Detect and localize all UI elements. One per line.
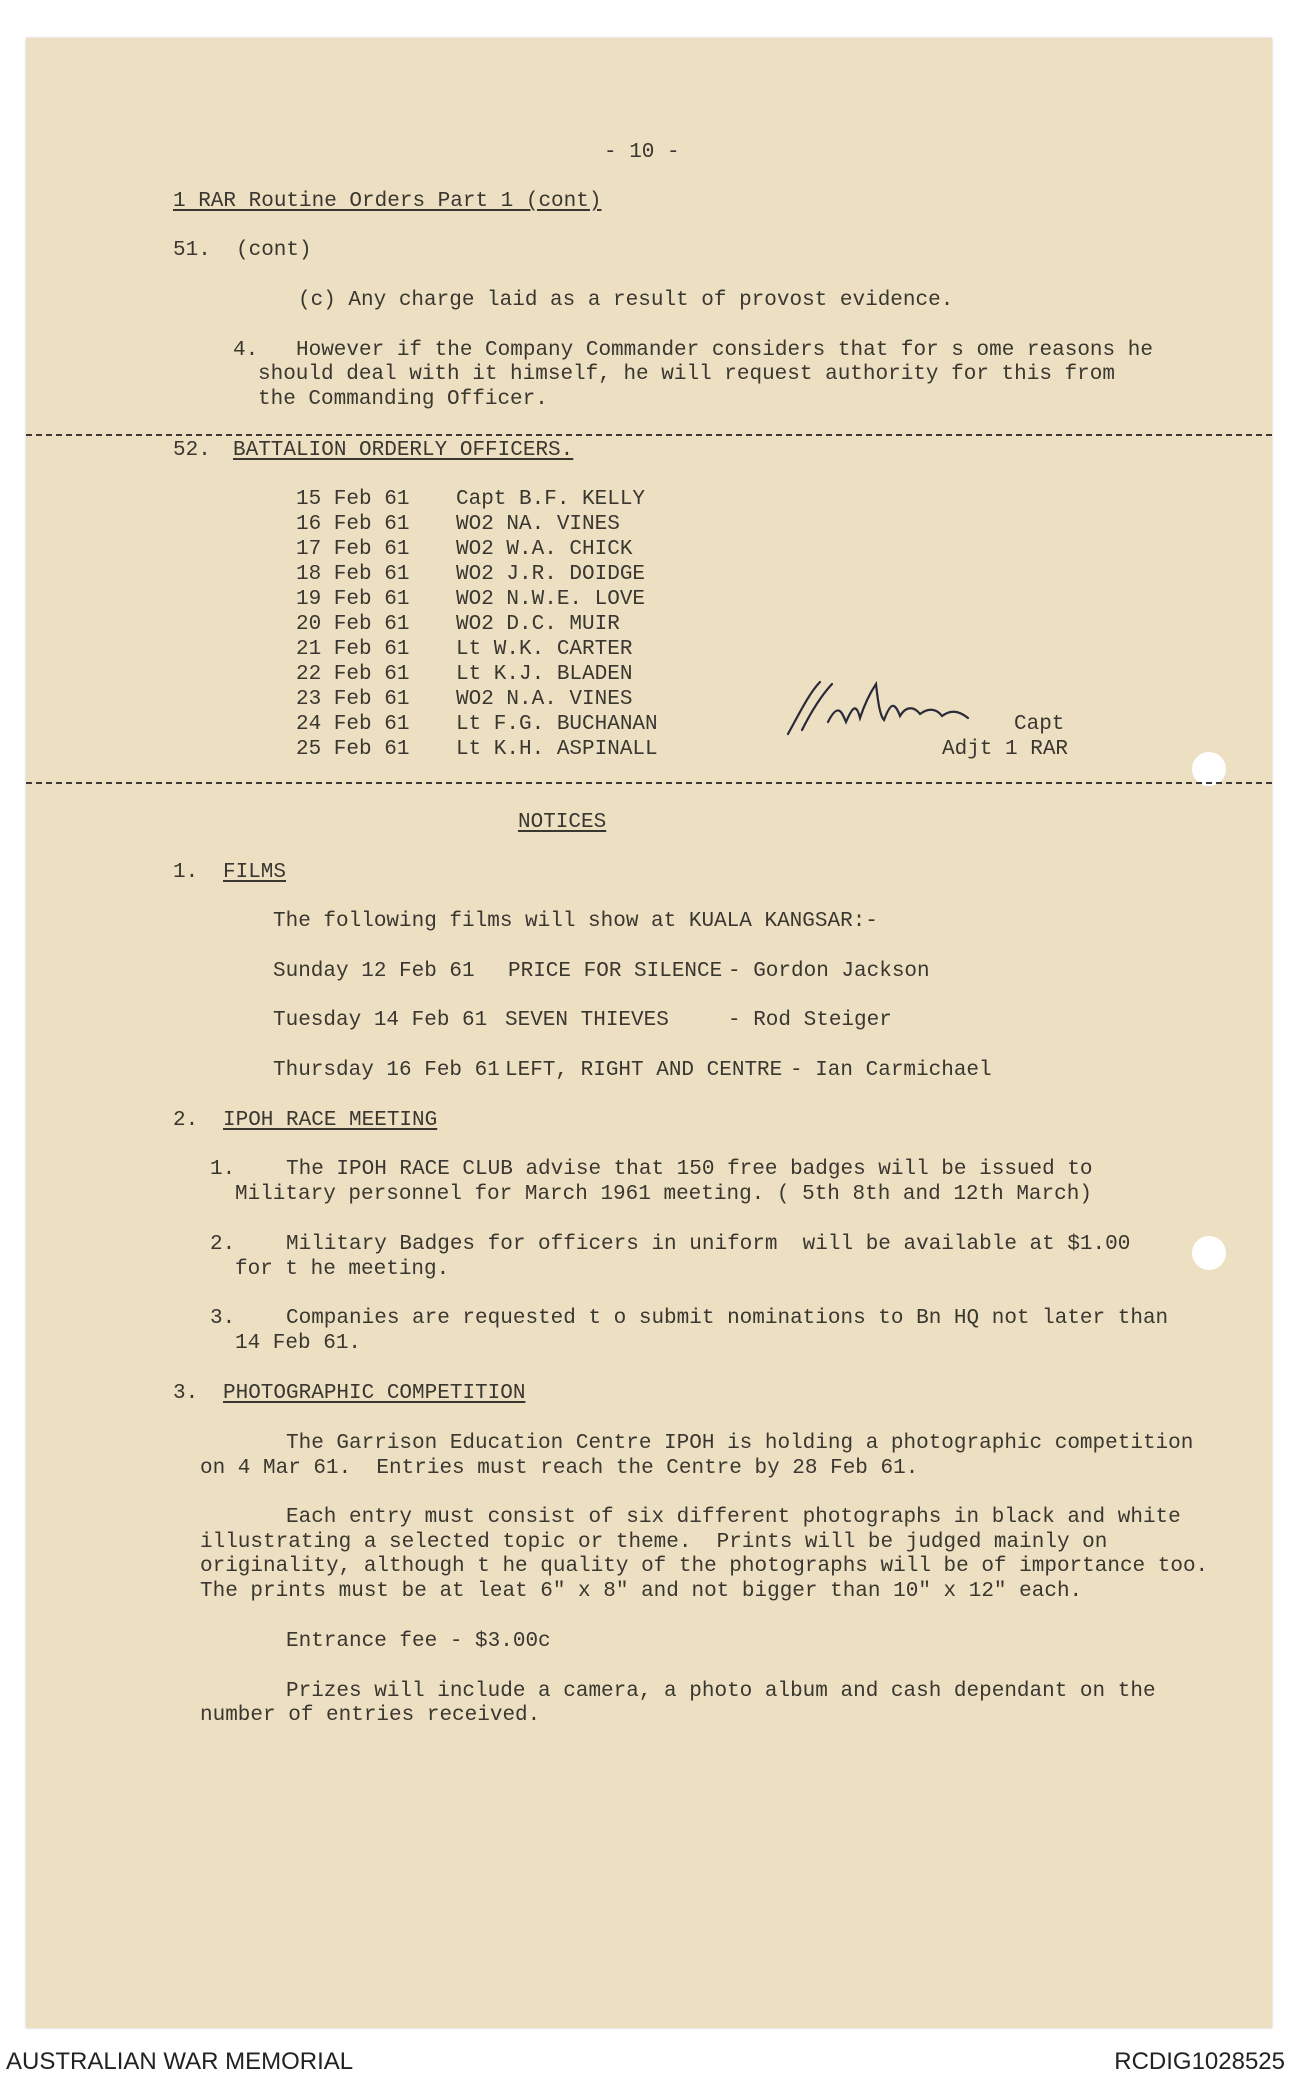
race-para-3-number: 3.	[210, 1307, 236, 1330]
roster-date: 22 Feb 61	[296, 663, 410, 686]
photo-para-2-line-1: Each entry must consist of six different photographs in black and white	[286, 1506, 1181, 1529]
handwritten-signature	[780, 672, 1030, 742]
photo-para-2-line-3: originality, although t he quality of the photographs will be of importance too.	[200, 1555, 1209, 1578]
roster-date: 16 Feb 61	[296, 513, 410, 536]
roster-officer: Lt K.H. ASPINALL	[456, 738, 658, 761]
page-number: - 10 -	[604, 141, 680, 164]
race-para-1-line-1: The IPOH RACE CLUB advise that 150 free badges will be issued to	[286, 1158, 1093, 1181]
punch-hole-top	[1192, 752, 1226, 786]
film-star: - Rod Steiger	[728, 1009, 892, 1032]
photo-para-3-line-2: number of entries received.	[200, 1704, 541, 1727]
notice-3-number: 3.	[173, 1382, 199, 1405]
section-divider-2	[26, 782, 1272, 784]
roster-date: 18 Feb 61	[296, 563, 410, 586]
race-para-3-line-1: Companies are requested t o submit nominations to Bn HQ not later than	[286, 1307, 1169, 1330]
section-divider-1	[26, 434, 1272, 436]
order-52-number: 52.	[173, 439, 211, 462]
order-51-label: (cont)	[236, 239, 312, 262]
notices-title: NOTICES	[518, 811, 607, 834]
notice-2-title: IPOH RACE MEETING	[223, 1109, 438, 1132]
roster-officer: WO2 N.A. VINES	[456, 688, 633, 711]
roster-officer: WO2 W.A. CHICK	[456, 538, 633, 561]
signature-rank: Capt	[1014, 713, 1065, 736]
film-star: - Gordon Jackson	[728, 960, 930, 983]
roster-officer: WO2 NA. VINES	[456, 513, 620, 536]
film-day: Tuesday 14 Feb 61	[273, 1009, 488, 1032]
footer-id: RCDIG1028525	[1114, 2048, 1285, 2075]
roster-date: 15 Feb 61	[296, 488, 410, 511]
roster-officer: Capt B.F. KELLY	[456, 488, 646, 511]
document-heading: 1 RAR Routine Orders Part 1 (cont)	[173, 190, 602, 213]
roster-date: 24 Feb 61	[296, 713, 410, 736]
notice-2-number: 2.	[173, 1109, 199, 1132]
photo-para-1-line-1: The Garrison Education Centre IPOH is holding a photographic competition	[286, 1432, 1194, 1455]
roster-date: 20 Feb 61	[296, 613, 410, 636]
race-para-2-number: 2.	[210, 1233, 236, 1256]
roster-officer: Lt F.G. BUCHANAN	[456, 713, 658, 736]
footer-source: AUSTRALIAN WAR MEMORIAL	[6, 2048, 354, 2075]
films-intro: The following films will show at KUALA KANGSAR:-	[273, 910, 878, 933]
race-para-1-line-2: Military personnel for March 1961 meeting. ( 5th 8th and 12th March)	[235, 1183, 1092, 1206]
roster-officer: WO2 D.C. MUIR	[456, 613, 620, 636]
film-title: LEFT, RIGHT AND CENTRE	[505, 1059, 783, 1082]
roster-date: 23 Feb 61	[296, 688, 410, 711]
film-title: SEVEN THIEVES	[505, 1009, 669, 1032]
roster-date: 25 Feb 61	[296, 738, 410, 761]
film-star: - Ian Carmichael	[790, 1059, 992, 1082]
order-51-para-4-line-3: the Commanding Officer.	[258, 388, 548, 411]
roster-date: 17 Feb 61	[296, 538, 410, 561]
photo-para-1-line-2: on 4 Mar 61. Entries must reach the Centre by 28 Feb 61.	[200, 1457, 919, 1480]
order-51-para-4-number: 4.	[233, 339, 259, 362]
film-day: Sunday 12 Feb 61	[273, 960, 475, 983]
roster-officer: WO2 J.R. DOIDGE	[456, 563, 646, 586]
race-para-3-line-2: 14 Feb 61.	[235, 1332, 362, 1355]
order-51-para-4-line-1: However if the Company Commander considers that for s ome reasons he	[296, 339, 1153, 362]
roster-officer: Lt W.K. CARTER	[456, 638, 633, 661]
photo-para-2-line-4: The prints must be at leat 6" x 8" and not bigger than 10" x 12" each.	[200, 1580, 1083, 1603]
race-para-1-number: 1.	[210, 1158, 236, 1181]
roster-date: 21 Feb 61	[296, 638, 410, 661]
notice-1-number: 1.	[173, 861, 199, 884]
race-para-2-line-2: for t he meeting.	[235, 1258, 450, 1281]
roster-date: 19 Feb 61	[296, 588, 410, 611]
photo-para-2-line-2: illustrating a selected topic or theme. Prints will be judged mainly on	[200, 1531, 1108, 1554]
order-51-para-4-line-2: should deal with it himself, he will request authority for this from	[258, 363, 1115, 386]
order-51-number: 51.	[173, 239, 211, 262]
race-para-2-line-1: Military Badges for officers in uniform will be available at $1.00	[286, 1233, 1131, 1256]
entrance-fee: Entrance fee - $3.00c	[286, 1630, 551, 1653]
notice-3-title: PHOTOGRAPHIC COMPETITION	[223, 1382, 526, 1405]
notice-1-title: FILMS	[223, 861, 287, 884]
punch-hole-bottom	[1192, 1236, 1226, 1270]
roster-officer: WO2 N.W.E. LOVE	[456, 588, 646, 611]
order-52-title: BATTALION ORDERLY OFFICERS.	[233, 439, 574, 462]
document-page	[26, 38, 1272, 2028]
film-day: Thursday 16 Feb 61	[273, 1059, 500, 1082]
photo-para-3-line-1: Prizes will include a camera, a photo album and cash dependant on the	[286, 1680, 1156, 1703]
signature-appointment: Adjt 1 RAR	[942, 738, 1069, 761]
film-title: PRICE FOR SILENCE	[508, 960, 723, 983]
roster-officer: Lt K.J. BLADEN	[456, 663, 633, 686]
order-51-item-c: (c) Any charge laid as a result of provost evidence.	[298, 289, 954, 312]
